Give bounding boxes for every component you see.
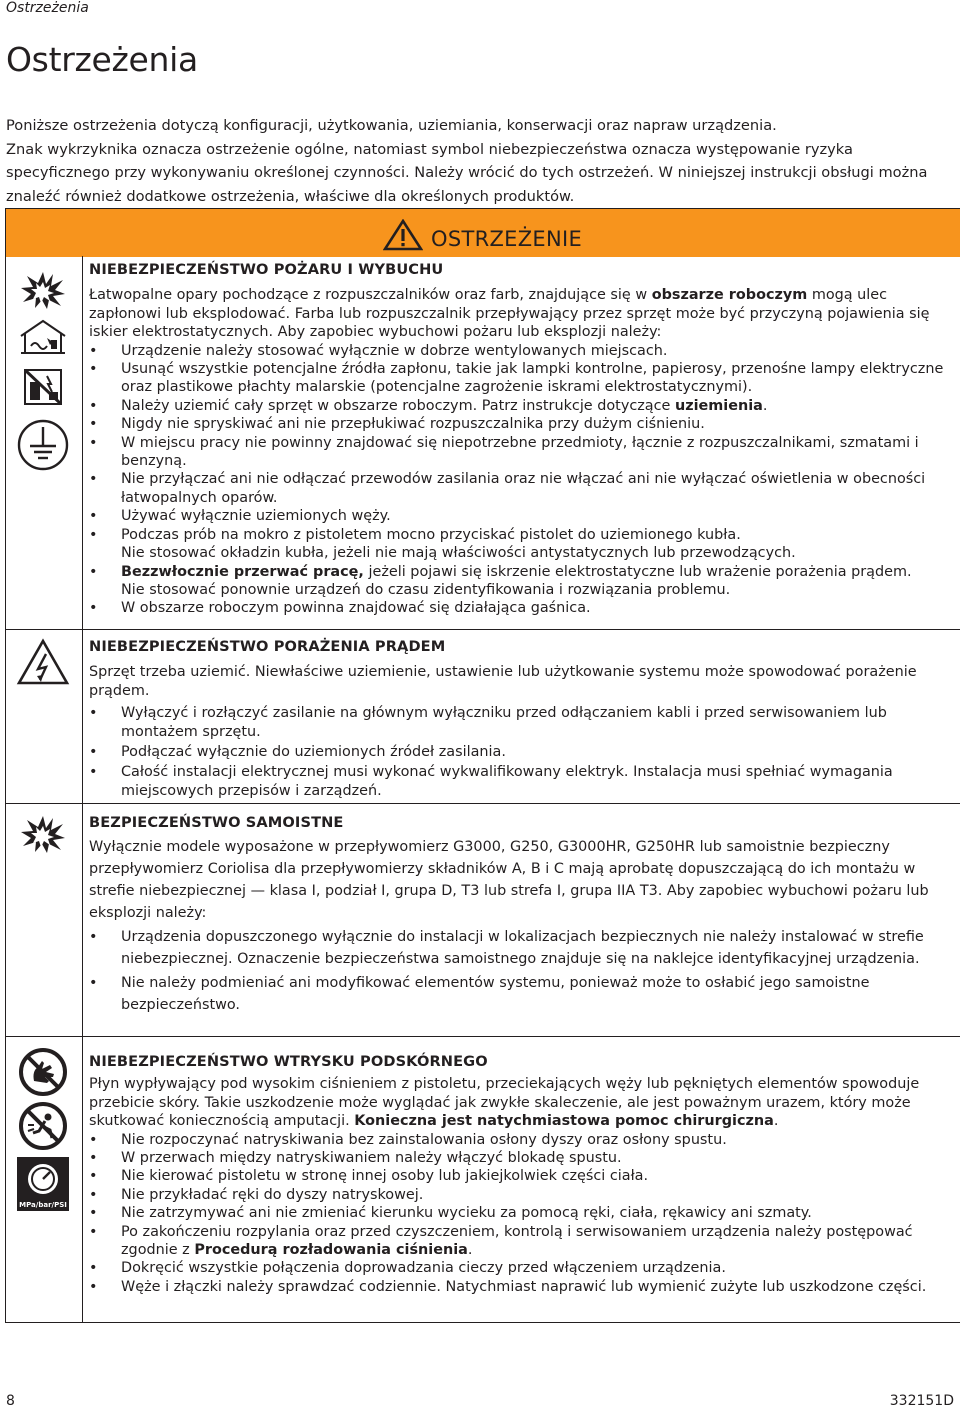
list-item bbox=[89, 1278, 959, 1296]
intrinsic-title: BEZPIECZEŃSTWO SAMOISTNE bbox=[89, 814, 344, 831]
list-item bbox=[89, 763, 959, 800]
list-item-bold: uziemienia bbox=[674, 397, 763, 414]
fire-intro-bold: obszarze roboczym bbox=[651, 287, 808, 304]
injection-intro bbox=[89, 1075, 959, 1130]
bullet: • bbox=[89, 1150, 98, 1167]
ground-icon bbox=[16, 418, 70, 472]
list-item-text: Urządzenie należy stosować wyłącznie w dobrze wentylowanych miejscach. bbox=[121, 342, 668, 359]
list-item-text: Używać wyłącznie uziemionych węży. bbox=[121, 508, 391, 525]
intro-paragraph-2: Znak wykrzyknika oznacza ostrzeżenie ogólne, natomiast symbol niebezpieczeństwa oznacza występowanie ryzyka specyficznego przy wykonywaniu określonej czynności. Należy wrócić do tych ostrzeżeń. W niniejszej instrukcji obsługi można znaleźć również dodatkowe ostrzeżenia, właściwe dla określonych produktów. bbox=[6, 140, 928, 205]
bullet: • bbox=[89, 1260, 98, 1277]
list-item-text: Dokręcić wszystkie połączenia doprowadzania cieczy przed włączeniem urządzenia. bbox=[121, 1260, 726, 1277]
fire-content bbox=[89, 261, 959, 618]
footer-doc-number: 332151D bbox=[889, 1393, 954, 1409]
warning-table bbox=[5, 208, 960, 1323]
fire-intro-text-2: mogą ulec zapłonowi lub eksplodować. Farba lub rozpuszczalnik przepływający przez sprzęt może być przyczyną pojawienia się iskier elektrostatycznych. Aby zapobiec wybuchowi pożaru lub eksplozji należy: bbox=[89, 287, 930, 341]
list-item bbox=[89, 743, 959, 761]
no-hand-spray-icon bbox=[18, 1047, 68, 1097]
shock-list bbox=[89, 704, 959, 800]
list-item-text: Nie rozpoczynać natryskiwania bez zainstalowania osłony dyszy oraz osłony spustu. bbox=[121, 1131, 727, 1148]
list-item bbox=[89, 434, 959, 471]
list-item-text: W przerwach między natryskiwaniem należy włączyć blokadę spustu. bbox=[121, 1150, 622, 1167]
shock-title: NIEBEZPIECZEŃSTWO PORAŻENIA PRĄDEM bbox=[89, 638, 446, 655]
list-item-text: jeżeli pojawi się iskrzenie elektrostatyczne lub wrażenie porażenia prądem. bbox=[363, 563, 912, 580]
fire-title: NIEBEZPIECZEŃSTWO POŻARU I WYBUCHU bbox=[89, 261, 444, 278]
bullet: • bbox=[89, 361, 98, 378]
bullet: • bbox=[89, 434, 98, 451]
warning-word: OSTRZEŻENIE bbox=[431, 227, 583, 251]
bullet: • bbox=[89, 1278, 98, 1295]
intro-paragraph-1: Poniższe ostrzeżenia dotyczą konfiguracji, użytkowania, uziemiania, konserwacji oraz napraw urządzenia. bbox=[6, 117, 777, 134]
explosion-icon bbox=[19, 814, 67, 854]
bullet: • bbox=[89, 1186, 98, 1203]
list-item-text: Wyłączyć i rozłączyć zasilanie na głównym wyłączniku przed odłączaniem kabli i przed serwisowaniem lub montażem sprzętu. bbox=[121, 705, 887, 740]
intro bbox=[6, 114, 951, 208]
bullet: • bbox=[89, 526, 98, 543]
fire-list bbox=[89, 342, 959, 618]
list-item-text: Usunąć wszystkie potencjalne źródła zapłonu, takie jak lampki kontrolne, papierosy, przenośne lampy elektryczne oraz plastikowe płachty malarskie (potencjalne zagrożenie iskrami elektrostatycznymi). bbox=[121, 361, 944, 396]
list-item bbox=[89, 1186, 959, 1204]
list-item-text: Nie kierować pistoletu w stronę innej osoby lub jakiejkolwiek części ciała. bbox=[121, 1168, 649, 1185]
shock-icons bbox=[5, 638, 81, 686]
intrinsic-content bbox=[89, 812, 959, 1016]
section-fire bbox=[5, 256, 960, 629]
list-item-text: Nie stosować okładzin kubła, jeżeli nie mają właściwości antystatycznych lub przewodzących. bbox=[121, 545, 796, 562]
list-item bbox=[89, 1204, 959, 1222]
list-item bbox=[89, 1223, 959, 1260]
list-item bbox=[89, 1131, 959, 1149]
list-item-text: Nie przykładać ręki do dyszy natryskowej. bbox=[121, 1186, 424, 1203]
injection-list bbox=[89, 1131, 959, 1297]
shock-content bbox=[89, 638, 959, 800]
list-item-text: Po zakończeniu rozpylania oraz przed czyszczeniem, kontrolą i serwisowaniem urządzenia należy postępować zgodnie z bbox=[121, 1223, 913, 1259]
section-shock bbox=[5, 629, 960, 804]
list-item bbox=[89, 360, 959, 397]
injection-intro-bold: Konieczna jest natychmiastowa pomoc chirurgiczna bbox=[354, 1113, 774, 1130]
bullet: • bbox=[89, 744, 98, 761]
intrinsic-list bbox=[89, 926, 959, 1016]
bullet: • bbox=[89, 975, 98, 991]
list-item-bold: Procedurą rozładowania ciśnienia bbox=[194, 1242, 468, 1259]
bullet: • bbox=[89, 342, 98, 359]
injection-icons bbox=[5, 1047, 81, 1213]
section-intrinsic bbox=[5, 803, 960, 1037]
injection-intro-text: Płyn wypływający pod wysokim ciśnieniem z pistoletu, przeciekających węży lub pękniętych elementów spowoduje przebicie skóry. Takie uszkodzenie może wyglądać jak zwykłe skaleczenie, ale jest poważnym urazem, który może skutkować koniecznością amputacji. bbox=[89, 1076, 920, 1130]
list-item-text: W obszarze roboczym powinna znajdować się działająca gaśnica. bbox=[121, 600, 591, 617]
list-item bbox=[89, 342, 959, 360]
list-item-text: Nie zatrzymywać ani nie zmieniać kierunku wycieku za pomocą ręki, ciała, rękawicy ani szmaty. bbox=[121, 1205, 812, 1222]
fire-intro-text: Łatwopalne opary pochodzące z rozpuszczalników oraz farb, znajdujące się w bbox=[89, 287, 652, 304]
list-item-text: Należy uziemić cały sprzęt w obszarze roboczym. Patrz instrukcje dotyczące bbox=[121, 397, 675, 414]
list-item-text: Nie należy podmieniać ani modyfikować elementów systemu, ponieważ może to osłabić jego samoistne bezpieczeństwo. bbox=[121, 975, 870, 1013]
flammable-vapor-house-icon bbox=[17, 318, 69, 356]
fire-icons bbox=[5, 270, 81, 472]
explosion-icon bbox=[19, 270, 67, 310]
running-header: Ostrzeżenia bbox=[6, 0, 89, 16]
section-injection bbox=[5, 1036, 960, 1324]
list-item bbox=[89, 972, 959, 1016]
list-item-bold: Bezzwłocznie przerwać pracę, bbox=[121, 563, 364, 580]
bullet: • bbox=[89, 471, 98, 488]
bullet: • bbox=[89, 563, 98, 580]
shock-intro: Sprzęt trzeba uziemić. Niewłaściwe uziemienie, ustawienie lub użytkowanie systemu może spowodować porażenie prądem. bbox=[89, 664, 917, 699]
bullet: • bbox=[89, 416, 98, 433]
list-item-text: Nie przyłączać ani nie odłączać przewodów zasilania oraz nie włączać ani nie wyłączać oświetlenia w obecności łatwopalnych oparów. bbox=[121, 471, 926, 506]
bullet: • bbox=[89, 1168, 98, 1185]
list-item bbox=[89, 926, 959, 970]
bullet: • bbox=[89, 508, 98, 525]
list-item bbox=[89, 1259, 959, 1277]
electric-shock-icon bbox=[16, 638, 70, 686]
list-item bbox=[89, 599, 959, 617]
bullet: • bbox=[89, 397, 98, 414]
bullet: • bbox=[89, 1131, 98, 1148]
list-item bbox=[89, 1149, 959, 1167]
list-item bbox=[89, 1167, 959, 1185]
bullet: • bbox=[89, 764, 98, 781]
pressure-gauge-icon bbox=[15, 1155, 71, 1213]
page-title: Ostrzeżenia bbox=[6, 40, 198, 79]
injection-title: NIEBEZPIECZEŃSTWO WTRYSKU PODSKÓRNEGO bbox=[89, 1053, 488, 1070]
bullet: • bbox=[89, 929, 98, 945]
list-item-text: Podczas prób na mokro z pistoletem mocno przyciskać pistolet do uziemionego kubła. bbox=[121, 526, 741, 543]
no-smoking-spark-icon bbox=[19, 362, 67, 410]
no-spray-at-person-icon bbox=[18, 1101, 68, 1151]
list-item bbox=[89, 507, 959, 525]
intrinsic-icons bbox=[5, 814, 81, 854]
list-item-text: . bbox=[762, 397, 768, 414]
injection-content bbox=[89, 1053, 959, 1296]
list-item-text: Podłączać wyłącznie do uziemionych źródeł zasilania. bbox=[121, 744, 506, 761]
list-item-text: Nigdy nie spryskiwać ani nie przepłukiwać rozpuszczalnika przy dużym ciśnieniu. bbox=[121, 416, 705, 433]
list-item-text: Nie stosować ponownie urządzeń do czasu zidentyfikowania i rozwiązania problemu. bbox=[121, 581, 731, 598]
list-item bbox=[89, 704, 959, 741]
intrinsic-intro: Wyłącznie modele wyposażone w przepływomierz G3000, G250, G3000HR, G250HR lub samoistnie bezpieczny przepływomierz Coriolisa dla przepływomierzy składników A, B i C mają aprobatę dopuszczającą do ich montażu w strefie niebezpiecznej — klasa I, podział I, grupa D, T3 lub strefa I, grupa IIA T3. Aby zapobiec wybuchowi pożaru lub eksplozji należy: bbox=[89, 839, 929, 921]
list-item bbox=[89, 526, 959, 563]
list-item-text: Urządzenia dopuszczonego wyłącznie do instalacji w lokalizacjach bezpiecznych nie należy instalować w strefie niebezpiecznej. Oznaczenie bezpieczeństwa samoistnego znajduje się na naklejce identyfikacyjnej urządzenia. bbox=[121, 929, 924, 967]
list-item-text: Węże i złączki należy sprawdzać codziennie. Natychmiast naprawić lub wymienić zużyte lub uszkodzone części. bbox=[121, 1278, 927, 1295]
bullet: • bbox=[89, 1205, 98, 1222]
list-item-text: Całość instalacji elektrycznej musi wykonać wykwalifikowany elektryk. Instalacja musi spełniać wymagania miejscowych przepisów i zarządzeń. bbox=[121, 764, 893, 799]
list-item bbox=[89, 415, 959, 433]
list-item-text: W miejscu pracy nie powinny znajdować się niepotrzebne przedmioty, łącznie z rozpuszczalnikami, szmatami i benzyną. bbox=[121, 434, 919, 470]
bullet: • bbox=[89, 600, 98, 617]
injection-intro-text-2: . bbox=[773, 1113, 779, 1130]
bullet: • bbox=[89, 1223, 98, 1240]
list-item bbox=[89, 563, 959, 600]
fire-intro bbox=[89, 286, 959, 341]
bullet: • bbox=[89, 705, 98, 722]
list-item bbox=[89, 470, 959, 507]
pressure-icon-label: MPa/bar/PSI bbox=[19, 1201, 67, 1209]
footer-page-number: 8 bbox=[6, 1393, 15, 1409]
list-item-text: . bbox=[467, 1242, 473, 1259]
list-item bbox=[89, 397, 959, 415]
